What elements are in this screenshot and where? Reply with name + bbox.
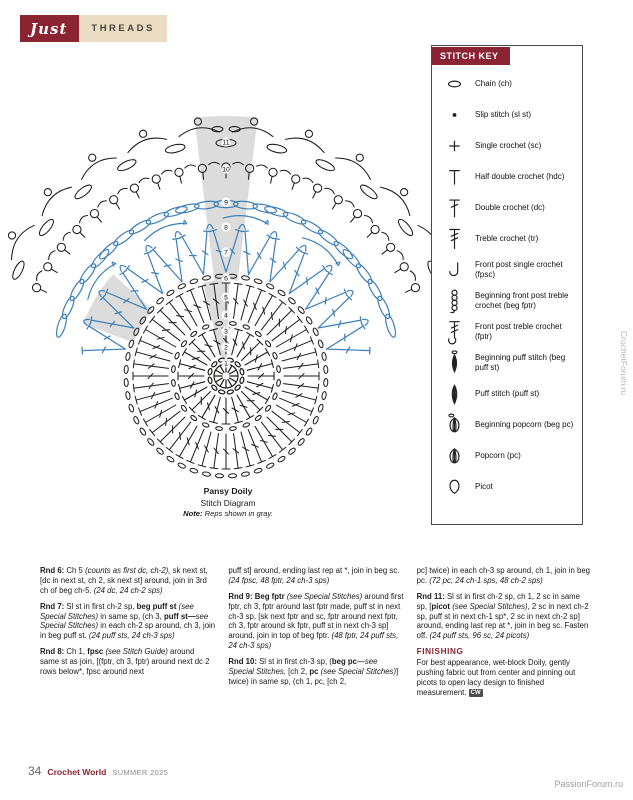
stitch-key-row: [441, 194, 575, 222]
treble-crochet-icon: [441, 225, 468, 253]
magazine-issue: SUMMER 2025: [112, 768, 169, 777]
picot-icon: [441, 473, 468, 501]
single-crochet-icon: [441, 132, 468, 160]
text-segment: in same sp, (ch 3,: [98, 611, 164, 621]
pattern-instructions: [40, 566, 592, 704]
stitch-key-label: Beginning puff stitch (beg puff st): [475, 353, 566, 372]
text-segment: fpsc: [87, 647, 106, 657]
stitch-key-label: Double crochet (dc): [475, 203, 545, 212]
stitch-key-label: Beginning popcorn (beg pc): [475, 420, 574, 429]
round-number: 5: [224, 294, 228, 302]
popcorn-icon: [441, 442, 468, 470]
chain-icon: [441, 70, 468, 98]
text-segment: beg puff st: [136, 601, 179, 611]
round-number: 9: [224, 199, 228, 207]
text-segment: (72 pc, 24 ch-1 sps, 48 ch-2 sps): [429, 575, 543, 585]
watermark-bottom: PassionForum.ru: [554, 779, 623, 789]
stitch-key-box: [431, 45, 583, 525]
diagram-subtitle: Stitch Diagram: [200, 497, 256, 508]
round-numbers: [221, 137, 230, 367]
stitch-key-row: [441, 225, 575, 253]
round-number: 11: [222, 139, 230, 147]
stitch-diagram-svg: [2, 46, 446, 514]
round-number: 4: [224, 312, 228, 320]
text-segment: (see Stitch Guide): [105, 647, 168, 657]
stitch-key-row: [441, 70, 575, 98]
brand-script-text: Just: [20, 15, 79, 42]
text-segment: Sl st in first ch-2 sp, ch 1, 2 sc in same sp, [: [416, 591, 581, 611]
stitch-key-row: [441, 411, 575, 439]
text-segment: Rnd 8:: [40, 647, 67, 657]
stitch-key-list: [432, 70, 582, 508]
round-number: 1: [224, 360, 228, 368]
round-number: 6: [224, 275, 228, 283]
text-segment: (counts as first dc, ch-2),: [85, 566, 171, 575]
round-number: 8: [224, 224, 228, 232]
stitch-key-label: Puff stitch (puff st): [475, 389, 540, 398]
half-double-crochet-icon: [441, 163, 468, 191]
instruction-paragraph: [40, 602, 215, 642]
stitch-key-row: [441, 349, 575, 377]
text-segment: (24 puff sts, 96 sc, 24 picots): [429, 631, 530, 641]
cw-end-badge: CW: [470, 689, 481, 696]
text-segment: pc: [309, 667, 321, 677]
text-segment: For best appearance, wet-block Doily, gently pushing fabric out from center and pinning out picots to open lacy design to finished measurement.: [416, 658, 576, 697]
inner-dc-round: [171, 321, 281, 431]
text-segment: pc] twice) in each ch-3 sp around, ch 1, join in beg pc.: [416, 566, 591, 585]
finishing-heading: FINISHING: [416, 647, 464, 657]
diagram-caption: [128, 486, 328, 519]
instruction-paragraph: [417, 566, 592, 586]
text-segment: beg pc: [331, 657, 358, 667]
text-segment: puff st—: [163, 611, 196, 621]
instruction-paragraph: [40, 566, 215, 596]
beginning-popcorn-icon: [441, 411, 468, 439]
beginning-front-post-treble-crochet-icon: [441, 287, 468, 315]
diagram-title: Pansy Doily: [203, 486, 253, 496]
text-segment: picot: [431, 601, 453, 611]
text-segment: [ch 2,: [285, 667, 310, 677]
beginning-puff-stitch-icon: [441, 349, 468, 377]
stitch-key-label: Popcorn (pc): [475, 451, 521, 460]
instruction-column-2: [228, 566, 403, 704]
stitch-key-row: [441, 442, 575, 470]
stitch-key-label: Front post single crochet (fpsc): [475, 260, 563, 279]
text-segment: Rnd 9: Beg fptr: [228, 591, 287, 601]
stitch-key-row: [441, 132, 575, 160]
text-segment: see Special Stitches): [40, 611, 209, 631]
stitch-key-label: Slip stitch (sl st): [475, 110, 532, 119]
stitch-key-row: [441, 380, 575, 408]
text-segment: Ch 1,: [66, 647, 88, 657]
text-segment: Rnd 7:: [40, 601, 67, 611]
text-segment: Ch 5: [66, 566, 86, 575]
stitch-key-row: [441, 318, 575, 346]
text-segment: , 2 sc in next ch-2 sp, puff st in next ch-1 sp*, 2 sc in next ch-2 sp] around, ending last rep at *, join in beg sc. Fasten off.: [416, 601, 589, 641]
stitch-key-label: Front post treble crochet (fptr): [475, 322, 562, 341]
text-segment: (24 dc, 24 ch-2 sps): [93, 585, 163, 595]
instruction-column-3: [417, 566, 592, 704]
page-number: 34: [28, 764, 42, 778]
stitch-key-label: Picot: [475, 482, 493, 491]
instruction-paragraph: [228, 566, 403, 586]
text-segment: (see Special Stitches): [452, 601, 528, 611]
stitch-key-label: Chain (ch): [475, 79, 512, 88]
double-crochet-icon: [441, 194, 468, 222]
instruction-column-1: [40, 566, 215, 704]
front-post-single-crochet-icon: [441, 256, 468, 284]
text-segment: (see Special Stitches): [40, 601, 194, 621]
brand-threads-text: THREADS: [79, 15, 166, 42]
text-segment: Reps shown in gray.: [204, 508, 273, 518]
text-segment: around first fptr, ch 3, fptr around last fptr made, puff st in next ch-3 sp, [sk next fptr and sc, fptr around next fptr, ch 3, fptr around sk fptr, puff st in next ch-3 sp] around, join in top of beg fptr.: [228, 591, 404, 641]
text-segment: Sl st in first ch-3 sp, (: [259, 657, 332, 667]
front-post-treble-crochet-icon: [441, 318, 468, 346]
text-segment: sk next st, [dc in next st, ch 2, sk next st] around, join in 3rd ch of beg ch-5.: [40, 566, 208, 595]
stitch-key-row: [441, 163, 575, 191]
diagram-note: [128, 509, 328, 519]
text-segment: (see Special Stitches): [286, 591, 363, 601]
text-segment: Sl st in first ch-2 sp,: [66, 601, 137, 611]
stitch-key-label: Single crochet (sc): [475, 141, 542, 150]
round-number: 10: [222, 166, 230, 174]
magazine-name: Crochet World: [47, 767, 107, 777]
stitch-key-label: Treble crochet (tr): [475, 234, 539, 243]
instruction-paragraph: [417, 592, 592, 641]
page-footer: [28, 764, 168, 778]
stitch-key-row: [441, 101, 575, 129]
text-segment: (24 fpsc, 48 fptr, 24 ch-3 sps): [228, 575, 330, 585]
slip-stitch-icon: [441, 101, 468, 129]
text-segment: (see Special Stitches): [320, 667, 397, 677]
text-segment: puff st] around, ending last rep at *, join in beg sc.: [228, 566, 400, 575]
stitch-key-title: STITCH KEY: [432, 47, 510, 65]
instruction-paragraph: [228, 592, 403, 651]
text-segment: (48 fptr, 24 puff sts, 24 ch-3 sps): [228, 631, 399, 651]
text-segment: in each ch-2 sp around, ch 3, join in beg puff st.: [40, 621, 216, 641]
puff-stitch-icon: [441, 380, 468, 408]
text-segment: Rnd 10:: [228, 657, 260, 667]
text-segment: (24 puff sts, 24 ch-3 sps): [88, 631, 175, 641]
text-segment: Rnd 11:: [416, 591, 447, 601]
stitch-diagram: [2, 46, 446, 514]
text-segment: Note:: [183, 508, 205, 518]
text-segment: around same st as join, [(fptr, ch 3, fptr) around next dc 2 rows below*, fpsc around next: [40, 647, 210, 677]
text-segment: Rnd 6:: [40, 566, 67, 575]
stitch-key-label: Beginning front post treble crochet (beg fptr): [475, 291, 569, 310]
instruction-paragraph: [228, 657, 403, 687]
finishing-paragraph: [417, 658, 592, 698]
watermark-side: CrochetForum.ru: [619, 331, 629, 396]
stitch-key-row: [441, 256, 575, 284]
round-number: 2: [224, 344, 228, 352]
text-segment: —see Special Stitches,: [228, 657, 378, 677]
instruction-paragraph: [40, 647, 215, 677]
round-number: 3: [224, 328, 228, 336]
round-number: 7: [224, 249, 228, 257]
stitch-key-row: [441, 473, 575, 501]
text-segment: ] twice) in same sp, (ch 1, pc, [ch 2,: [228, 667, 399, 686]
stitch-key-label: Half double crochet (hdc): [475, 172, 565, 181]
brand-logo: [20, 15, 167, 42]
stitch-key-row: [441, 287, 575, 315]
